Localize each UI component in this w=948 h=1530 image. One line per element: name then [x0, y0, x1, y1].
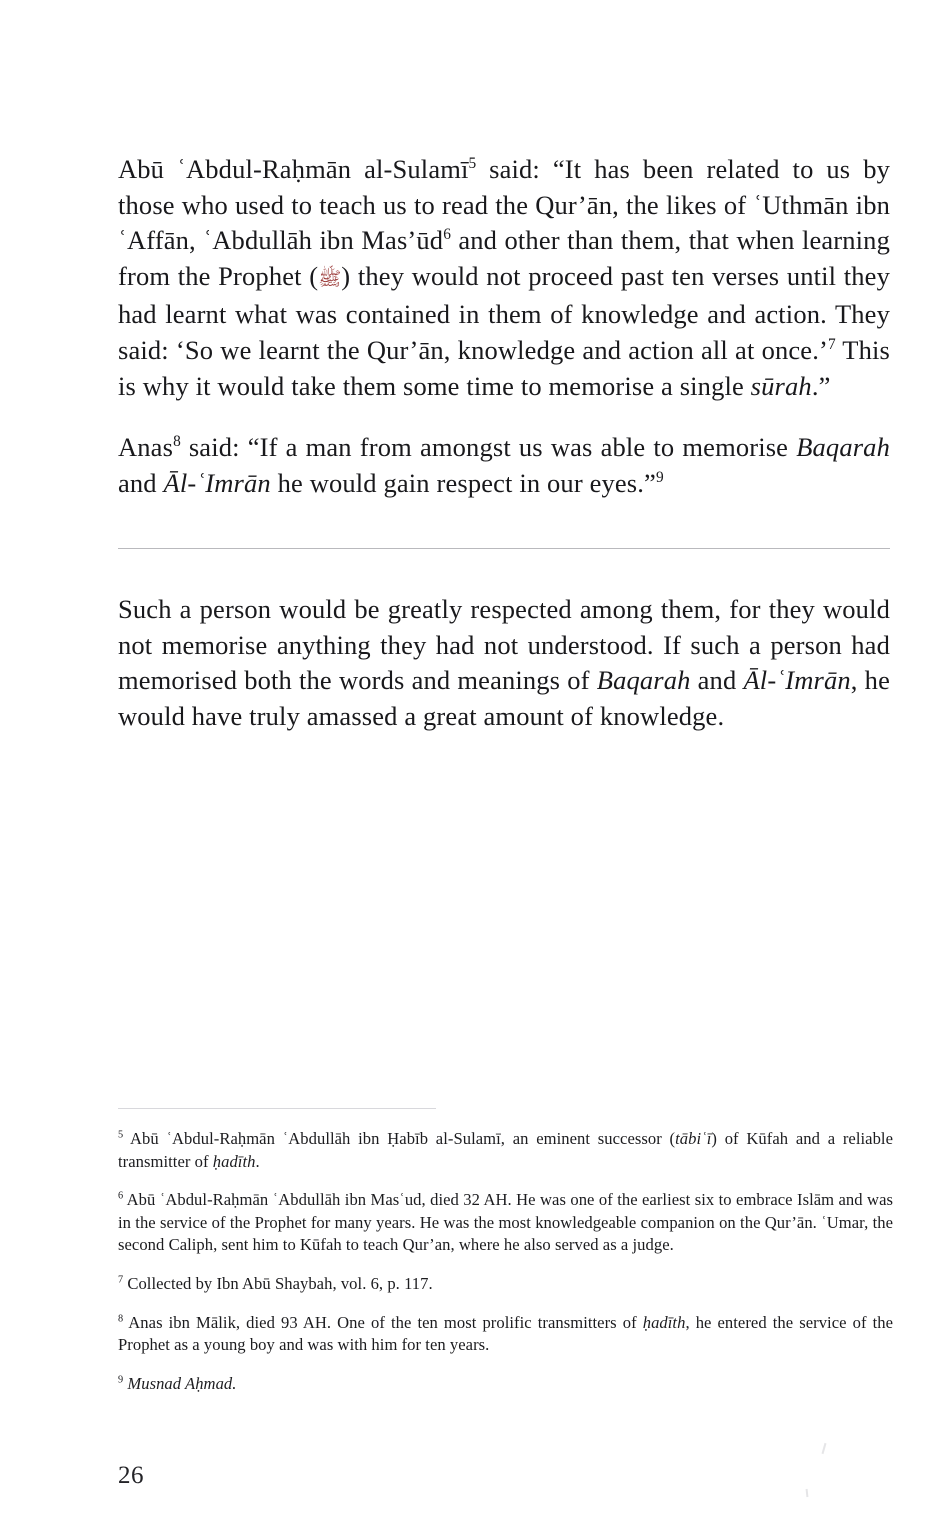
footnote-6: $^6$ Abū ʿAbdul-Raḥmān ʿAbdullāh ibn Masʿud, died 32 AH. He was one of the earliest six to embrace Islām and was in the service of the Prophet for many years. He was the most knowledgeable companion on the Qur’ān. ʿUmar, the second Caliph, sent him to Kūfah to teach Qur’an, where he also served as a judge. — [118, 1190, 893, 1255]
italic-term: Āl-ʿImrān — [743, 665, 851, 696]
footnote-marker[interactable]: 9 — [655, 468, 664, 486]
para-anas: Anas$^8$ said: “If a man from amongst us was able to memorise Baqarah and Āl-ʿImrān he would gain respect in our eyes.”$^9$ — [118, 432, 890, 498]
footnotes-block — [118, 1128, 893, 1395]
para-sulami: Abū ʿAbdul-Raḥmān al-Sulamī$^5$ said: “It has been related to us by those who used to teach us to read the Qur’ān, the likes of ʿUthmān ibn ʿAffān, ʿAbdullāh ibn Mas’ūd$^6$ and other than them, that when learning from the Prophet (ﷺ) they would not proceed past ten verses until they had learnt what was contained in them of knowledge and action. They said: ‘So we learnt the Qur’ān, knowledge and action all at once.’$^7$ This is why it would take them some time to memorise a single sūrah.” — [118, 154, 891, 401]
footnote-marker[interactable]: 5 — [468, 155, 477, 173]
footnote-marker[interactable]: 7 — [827, 336, 836, 354]
footnote-7: $^7$ Collected by Ibn Abū Shaybah, vol. 6, p. 117. — [118, 1273, 433, 1293]
page-number: 26 — [118, 1462, 144, 1489]
italic-term: Baqarah — [796, 432, 890, 463]
section-divider-rule — [118, 548, 890, 549]
footnote-marker[interactable]: 8 — [173, 433, 181, 451]
para-commentary: Such a person would be greatly respected among them, for they would not memorise anything they had not understood. If such a person had memorised both the words and meanings of Baqarah and Āl-ʿImrān, he would have truly amassed a great amount of knowledge. — [118, 594, 890, 731]
body-text-block — [118, 152, 890, 501]
italic-term: . — [232, 1373, 237, 1393]
footnote-number[interactable]: 9 — [118, 1374, 124, 1386]
footnote-separator-rule — [118, 1108, 436, 1109]
italic-term: tābiʿī — [675, 1129, 712, 1148]
footnote-number[interactable]: 5 — [118, 1129, 124, 1141]
sallallahu-alayhi-wasallam-icon: ﷺ — [318, 268, 342, 290]
commentary-text-block — [118, 592, 890, 734]
italic-term: sūrah — [750, 370, 812, 401]
italic-term: ḥadīth — [212, 1151, 256, 1171]
footnote-8: $^8$ Anas ibn Mālik, died 93 AH. One of the ten most prolific transmitters of ḥadīth, he entered the service of the Prophet as a young boy and was with him for ten years. — [118, 1312, 893, 1355]
footnote-5: $^5$ Abū ʿAbdul-Raḥmān ʿAbdullāh ibn Ḥabīb al-Sulamī, an eminent successor (tābiʿī) of Kūfah and a reliable transmitter of ḥadīth. — [118, 1129, 894, 1171]
footnote-9 — [118, 1373, 893, 1396]
footnote-number[interactable]: 7 — [118, 1274, 124, 1286]
footnote-number[interactable]: 8 — [118, 1313, 124, 1325]
scan-speckle-icon — [806, 1489, 809, 1497]
italic-term: Baqarah — [596, 665, 691, 696]
italic-term: Āl-ʿImrān — [163, 467, 271, 498]
italic-term: ḥadīth — [642, 1312, 686, 1332]
italic-term: Musnad Aḥmad — [127, 1373, 233, 1393]
footnote-marker[interactable]: 6 — [443, 226, 451, 244]
scan-speckle-icon — [822, 1443, 827, 1454]
footnote-number[interactable]: 6 — [118, 1190, 124, 1202]
